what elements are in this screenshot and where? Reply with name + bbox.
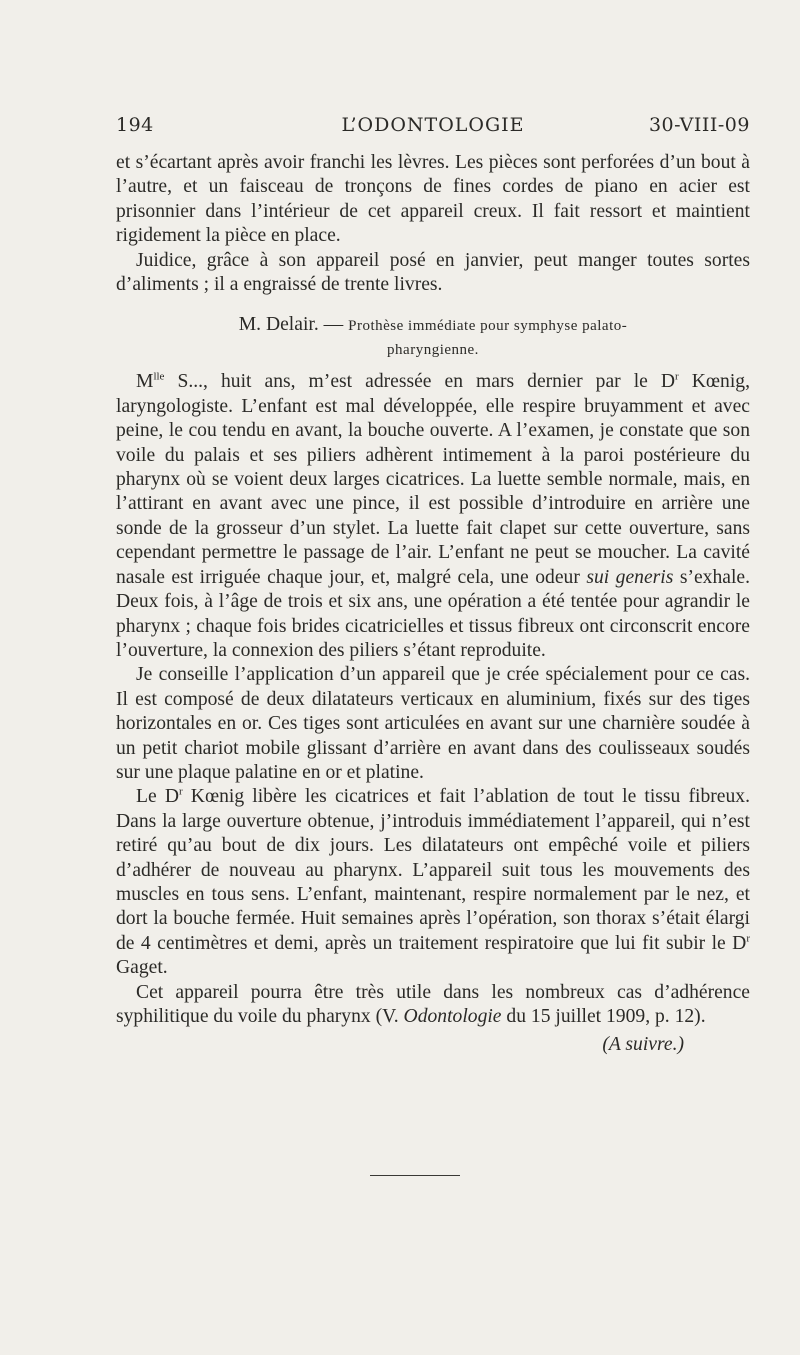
text-run: M [136, 371, 154, 393]
to-be-continued: (A suivre.) [602, 1034, 684, 1056]
text-run: Gaget. [116, 957, 168, 979]
superscript: r [675, 370, 679, 383]
section-title-line1: Prothèse immédiate pour symphyse palato- [348, 318, 628, 335]
paragraph-case-description [116, 370, 750, 663]
superscript: lle [153, 370, 165, 383]
text-run: du 15 juillet 1909, p. 12). [501, 1006, 706, 1027]
journal-title: L’ODONTOLOGIE [341, 114, 525, 136]
paragraph-appliance: Je conseille l’application d’un appareil que je crée spécialement pour ce cas. Il est composé de deux dilatateurs verticaux en aluminium, fixés sur des tiges horizontales en or. Ces tiges sont articulées en avant sur une charnière soudée à un petit chariot mobile glissant d’arrière en avant dans des coulisseaux soudés sur une plaque palatine en or et platine. [116, 664, 750, 783]
paragraph-continuation: et s’écartant après avoir franchi les lèvres. Les pièces sont perforées d’un bout à l’autre, et un faisceau de tronçons de fines cordes de piano en acier est prisonnier dans l’intérieur de cet appareil creux. Il fait ressort et maintient rigidement la pièce en place. [116, 152, 750, 247]
text-run: S..., huit ans, m’est adressée en mars dernier par le D [164, 371, 676, 393]
superscript: r [746, 932, 750, 945]
section-heading-line1 [116, 313, 750, 338]
paragraph-juidice: Juidice, grâce à son appareil posé en janvier, peut manger toutes sortes d’aliments ; il a engraissé de trente livres. [116, 249, 750, 296]
section-dash: — [323, 314, 344, 336]
italic-reference: Odontologie [403, 1006, 502, 1027]
text-run: Kœnig, laryngologiste. L’enfant est mal développée, elle respire bruyamment et avec peine, le cou tendu en avant, la bouche ouverte. A l’examen, je constate que son voile du palais et ses piliers adhèrent intimement à la paroi postérieure du pharynx où se voient deux larges cicatrices. La luette semble normale, mais, en l’attirant en avant avec une pince, il est possible d’introduire en arrière une sonde de la grosseur d’un stylet. La luette fait clapet sur cette ouverture, sans cependant permettre le passage de l’air. L’enfant ne peut se moucher. La cavité nasale est irriguée chaque jour, et, malgré cela, une odeur [116, 371, 750, 588]
text-run: Le D [136, 786, 179, 808]
section-title-line2: pharyngienne. [387, 342, 479, 359]
text-run: Kœnig libère les cicatrices et fait l’ablation de tout le tissu fibreux. Dans la large ouverture obtenue, j’introduis immédiatement l’appareil, qui n’est retiré qu’au bout de dix jours. Les dilatateurs ont empêché voile et piliers d’adhérer de nouveau au pharynx. L’appareil suit tous les mouvements des muscles en tous sens. L’enfant, maintenant, respire normalement par le nez, et dort la bouche fermée. Huit semaines après l’opération, son thorax s’était élargi de 4 centimètres et demi, après un traitement respiratoire que lui fit subir le D [116, 786, 750, 954]
issue-date: 30-VIII-09 [648, 114, 750, 136]
italic-phrase: sui generis [586, 566, 674, 588]
text-run: s’exhale. Deux fois, à l’âge de trois et six ans, une opération a été tentée pour agrandir le pharynx ; chaque fois brides cicatricielles et tissus fibreux ont circonscrit encore l’ouverture, la connexion des piliers s’étant reproduite. [116, 566, 751, 661]
paragraph-conclusion [116, 981, 750, 1030]
running-header [116, 114, 750, 144]
section-author: M. Delair. [238, 314, 319, 336]
superscript: r [178, 785, 183, 798]
paragraph-operation [116, 785, 750, 980]
section-heading [116, 313, 750, 362]
text-run: Cet appareil pourra être très utile dans les nombreux cas d’adhérence syphilitique du voile du pharynx (V. [116, 981, 750, 1027]
closing-rule [370, 1175, 460, 1176]
page-number: 194 [116, 114, 154, 136]
article-body [116, 151, 750, 1058]
